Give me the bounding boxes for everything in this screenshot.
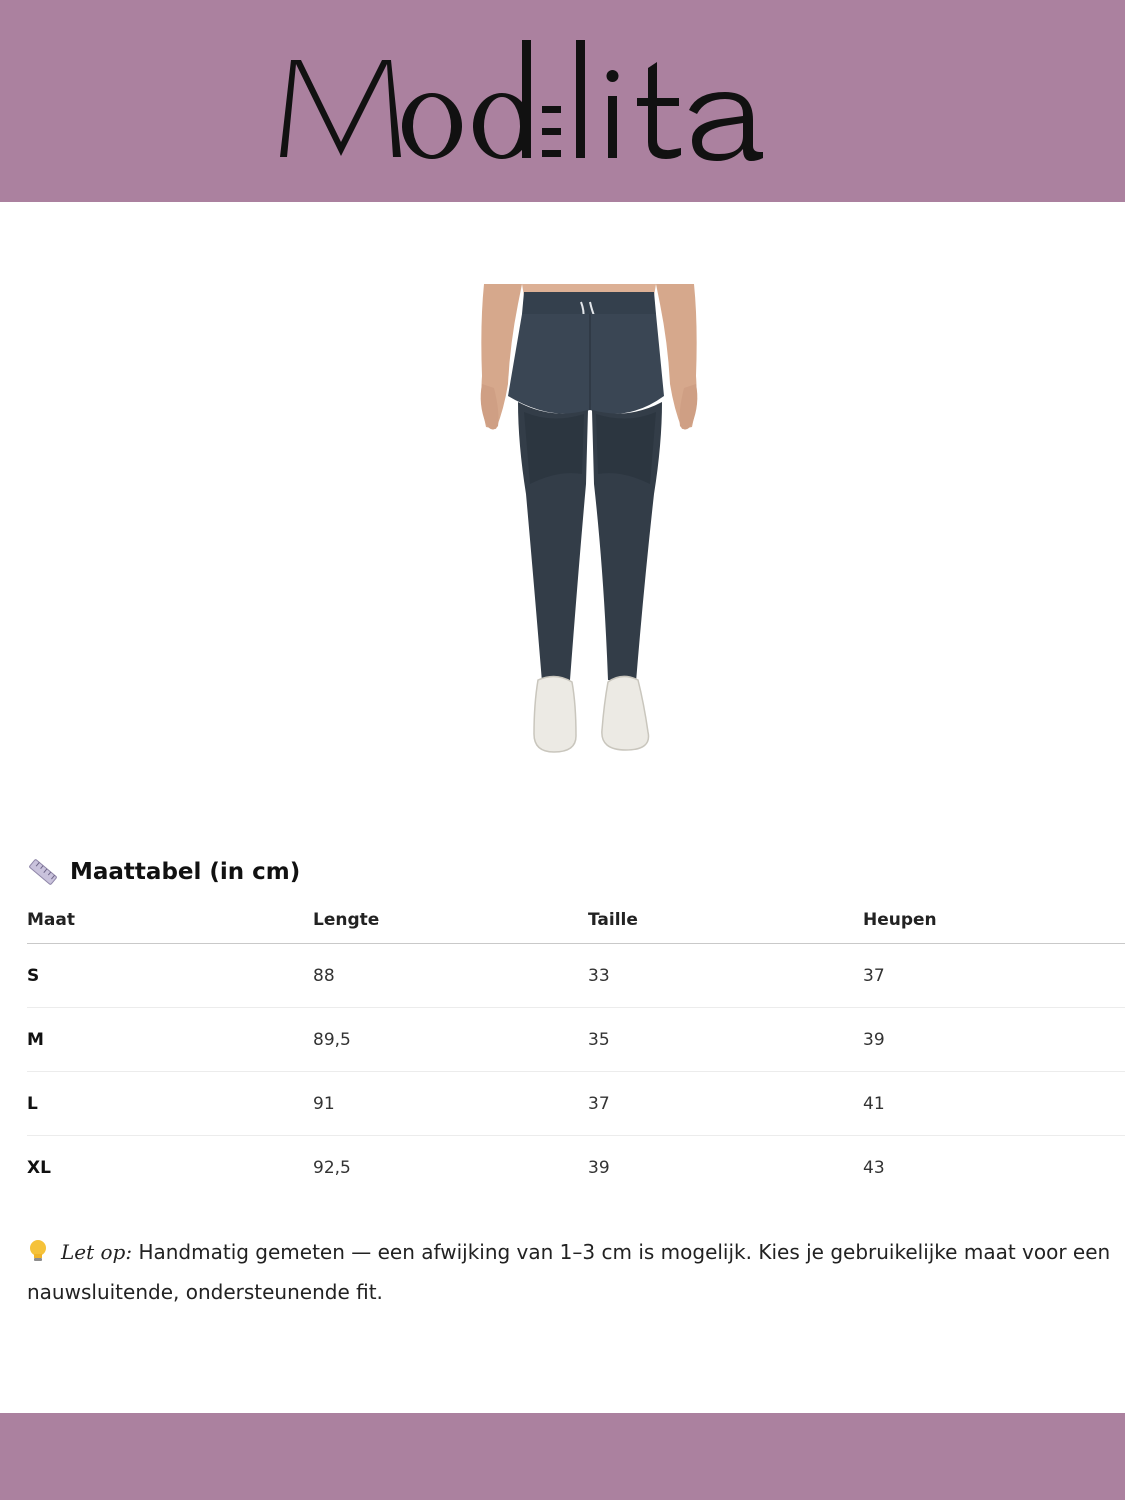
ruler-icon	[28, 857, 58, 887]
product-photo	[478, 284, 700, 756]
length-cell: 92,5	[313, 1157, 351, 1178]
column-header-waist: Taille	[588, 896, 863, 944]
measurement-note	[27, 1232, 1117, 1312]
column-header-size: Maat	[27, 896, 313, 944]
top-banner	[0, 0, 1125, 202]
table-row	[27, 1072, 1125, 1136]
table-row	[27, 1008, 1125, 1072]
brand-logo	[277, 22, 822, 172]
size-chart-title: Maattabel (in cm)	[70, 859, 301, 885]
bottom-banner	[0, 1413, 1125, 1500]
length-cell: 89,5	[313, 1008, 588, 1072]
hips-cell: 43	[863, 1157, 885, 1178]
table-header-row	[27, 896, 1125, 944]
hips-cell: 39	[863, 1008, 1125, 1072]
waist-cell: 39	[588, 1157, 610, 1178]
size-cell: XL	[27, 1157, 51, 1178]
waist-cell: 35	[588, 1008, 863, 1072]
waist-cell: 37	[588, 1072, 863, 1136]
size-cell: L	[27, 1072, 313, 1136]
hips-cell: 41	[863, 1072, 1125, 1136]
column-header-hips: Heupen	[863, 896, 1125, 944]
waist-cell: 33	[588, 944, 863, 1008]
leggings-with-shorts-photo	[478, 284, 700, 756]
brand-logo-wordmark	[277, 22, 822, 172]
size-chart-table	[27, 896, 1125, 1199]
size-cell: M	[27, 1008, 313, 1072]
length-cell: 91	[313, 1072, 588, 1136]
length-cell: 88	[313, 944, 588, 1008]
note-label: Let op:	[61, 1240, 133, 1264]
note-text: Handmatig gemeten — een afwijking van 1–3 cm is mogelijk. Kies je gebruikelijke maat voor een nauwsluitende, ondersteunende fit.	[27, 1240, 1111, 1304]
size-chart-heading	[28, 852, 300, 892]
table-row	[27, 944, 1125, 1008]
column-header-length: Lengte	[313, 896, 588, 944]
hips-cell: 37	[863, 944, 1125, 1008]
size-cell: S	[27, 944, 313, 1008]
table-row	[27, 1136, 1125, 1200]
lightbulb-icon	[27, 1239, 49, 1263]
